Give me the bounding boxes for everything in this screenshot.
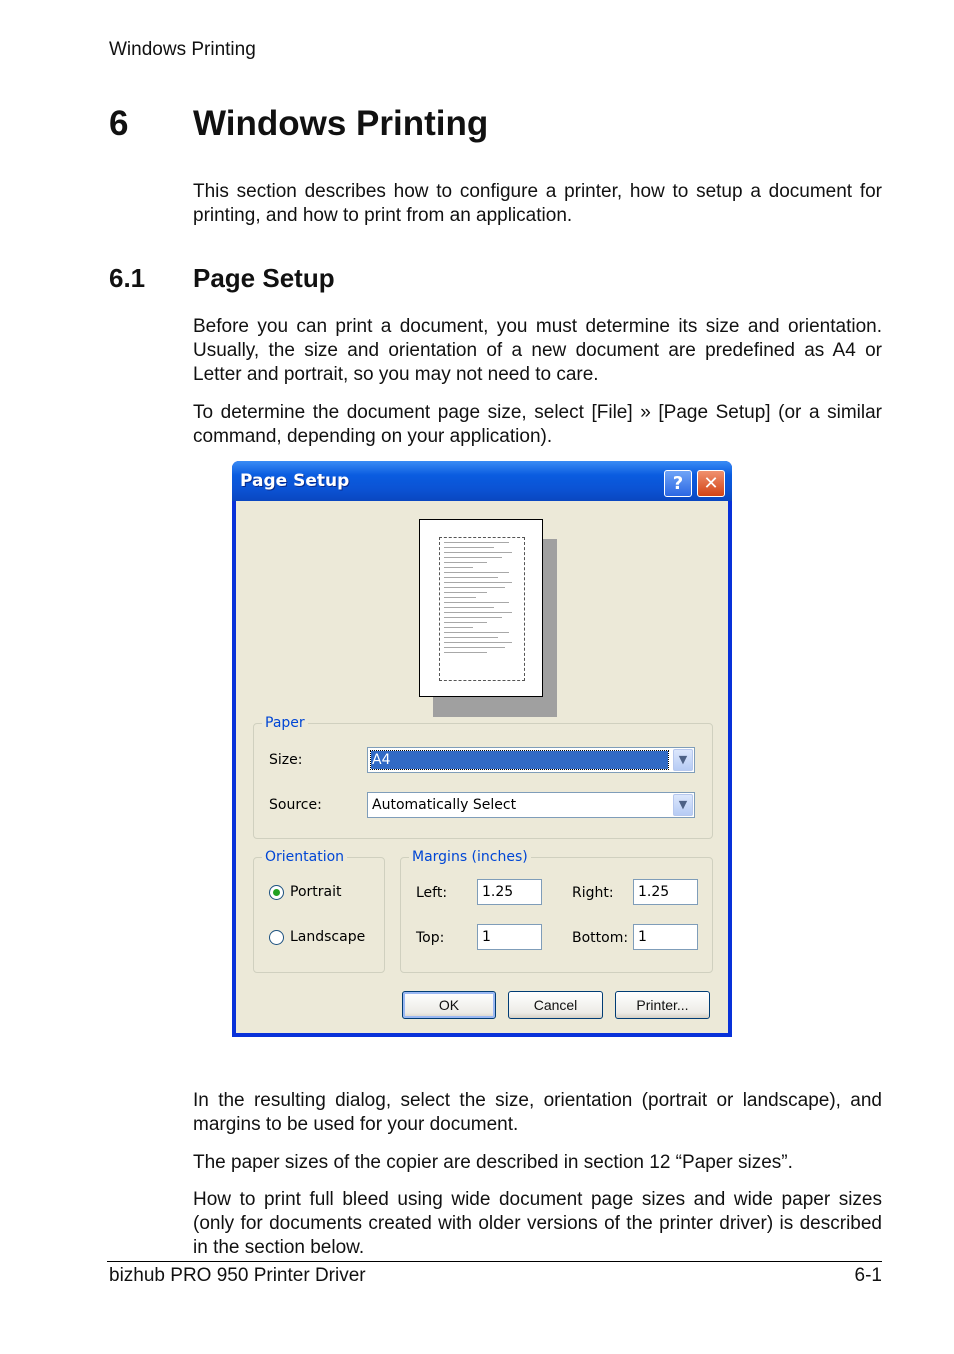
paragraph: In the resulting dialog, select the size, orientation (portrait or landscape), and margins to be used for your document. (193, 1090, 882, 1135)
preview-text-line (444, 562, 487, 563)
orientation-group (253, 849, 385, 973)
preview-text-line (444, 647, 505, 648)
footer-page-number: 6-1 (854, 1265, 882, 1286)
preview-text-line (444, 602, 509, 603)
top-margin-label: Top: (416, 930, 445, 946)
intro-paragraph: This section describes how to configure a printer, how to setup a document for printing, and how to print from an application. (193, 181, 882, 226)
preview-text-line (444, 652, 487, 653)
dialog-titlebar[interactable] (232, 461, 732, 501)
chapter-number: 6 (109, 104, 129, 143)
preview-text-line (444, 572, 509, 573)
preview-text-line (444, 592, 487, 593)
section-title (109, 263, 335, 294)
preview-text-line (444, 622, 487, 623)
right-margin-label: Right: (572, 885, 614, 901)
dialog-client-area (236, 501, 728, 1033)
size-value: A4 (371, 751, 668, 769)
paragraph: The paper sizes of the copier are described in section 12 “Paper sizes”. (193, 1152, 793, 1173)
size-label: Size: (269, 752, 303, 768)
source-dropdown[interactable] (367, 792, 695, 818)
preview-text-line (444, 632, 509, 633)
preview-text-line (444, 547, 494, 548)
dialog-title: Page Setup (240, 471, 350, 491)
bottom-margin-input[interactable]: 1 (633, 924, 698, 950)
margins-group (400, 849, 713, 973)
size-dropdown[interactable] (367, 747, 695, 773)
chevron-down-icon[interactable]: ▼ (673, 749, 693, 771)
source-value: Automatically Select (372, 797, 517, 813)
preview-text-line (444, 552, 512, 553)
preview-text-line (444, 607, 494, 608)
page-preview (419, 519, 543, 697)
printer-button[interactable]: Printer... (615, 991, 710, 1019)
paper-group-label: Paper (262, 715, 308, 731)
preview-text-line (444, 567, 473, 568)
landscape-radio[interactable] (269, 930, 284, 945)
left-margin-label: Left: (416, 885, 448, 901)
footer-rule (107, 1261, 882, 1262)
margins-group-label: Margins (inches) (409, 849, 531, 865)
landscape-label[interactable]: Landscape (290, 929, 366, 945)
close-button[interactable]: ✕ (697, 470, 725, 497)
right-margin-input[interactable]: 1.25 (633, 879, 698, 905)
source-label: Source: (269, 797, 322, 813)
preview-text-line (444, 642, 512, 643)
paper-group (253, 715, 713, 839)
footer-product: bizhub PRO 950 Printer Driver (109, 1265, 366, 1286)
preview-text-line (444, 597, 476, 598)
preview-text-line (444, 627, 473, 628)
chevron-down-icon[interactable]: ▼ (673, 794, 693, 816)
top-margin-input[interactable]: 1 (477, 924, 542, 950)
paragraph: How to print full bleed using wide document page sizes and wide paper sizes (only for documents created with older versions of the printer driver) is described in the section below. (193, 1189, 882, 1258)
ok-button[interactable]: OK (402, 991, 496, 1019)
paragraph: To determine the document page size, select [File] » [Page Setup] (or a similar command, depending on your application). (193, 402, 882, 447)
preview-text-line (444, 542, 509, 543)
preview-text-line (444, 577, 498, 578)
portrait-radio[interactable] (269, 885, 284, 900)
chapter-title-text: Windows Printing (193, 104, 489, 143)
left-margin-input[interactable]: 1.25 (477, 879, 542, 905)
cancel-button[interactable]: Cancel (508, 991, 603, 1019)
section-number: 6.1 (109, 263, 146, 293)
preview-text-lines (444, 542, 516, 657)
preview-text-line (444, 617, 502, 618)
section-title-text: Page Setup (193, 263, 335, 293)
portrait-label[interactable]: Portrait (290, 884, 342, 900)
preview-text-line (444, 612, 512, 613)
help-button[interactable]: ? (664, 470, 692, 497)
running-header: Windows Printing (109, 39, 256, 60)
page-setup-dialog (232, 461, 732, 1037)
preview-text-line (444, 637, 498, 638)
paragraph: Before you can print a document, you must determine its size and orientation. Usually, the size and orientation of a new document are predefined as A4 or Letter and portrait, so you may not need to care. (193, 316, 882, 385)
preview-text-line (444, 587, 505, 588)
preview-text-line (444, 557, 502, 558)
orientation-group-label: Orientation (262, 849, 347, 865)
chapter-title (109, 104, 488, 144)
bottom-margin-label: Bottom: (572, 930, 629, 946)
preview-text-line (444, 582, 512, 583)
